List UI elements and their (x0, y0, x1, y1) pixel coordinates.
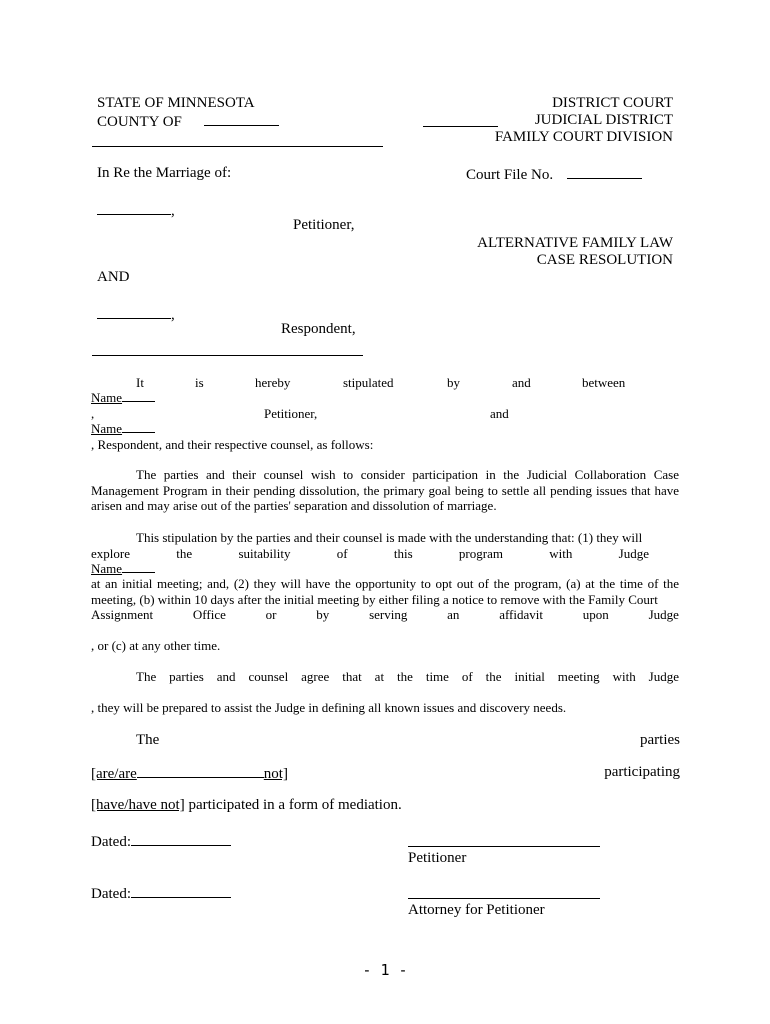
und-last-word-1: Assignment (91, 607, 154, 622)
respondent-name-line (97, 305, 175, 324)
signature-line-petitioner[interactable] (408, 846, 600, 847)
stip-and: and (490, 406, 509, 421)
caption-rule-bottom (92, 355, 363, 356)
und-word-1: explore (91, 546, 130, 561)
stip-closing: , Respondent, and their respective counsel, as follows: (91, 437, 374, 452)
und-word-7: with (549, 546, 573, 561)
status-selector[interactable] (91, 764, 288, 783)
und-word-8: Judge (618, 546, 649, 561)
stip-petitioner: Petitioner, (264, 406, 318, 421)
county-blank[interactable] (204, 112, 279, 126)
agree-line-2: , they will be prepared to assist the Judge in defining all known issues and discovery needs. (91, 700, 567, 715)
und-last-word-8: upon (582, 607, 609, 622)
doc-title-line2: CASE RESOLUTION (536, 252, 673, 268)
understanding-line-1: This stipulation by the parties and their counsel is made with the understanding that: (1) they will (136, 530, 643, 545)
understanding-tail: , or (c) at any other time. (91, 638, 221, 653)
stip-word-1: It (136, 375, 144, 390)
stip-name-1-blank (122, 390, 155, 402)
mediation-selector[interactable]: [have/have not] (91, 797, 185, 813)
dated-blank-1[interactable] (131, 832, 231, 846)
judge-name-text: Name (91, 561, 123, 576)
und-word-5: this (393, 546, 413, 561)
und-last-word-4: by (316, 607, 330, 622)
petitioner-name-line (97, 201, 175, 220)
stip-name-1[interactable] (91, 390, 155, 405)
understanding-line-3: at an initial meeting; and, (2) they will have the opportunity to opt out of the program, (a) at the time of the meeting, (b) within 10 days after the initial meeting by either filing a notice to remove with the Family Court (91, 576, 679, 607)
und-last-word-6: an (447, 607, 460, 622)
petitioner-comma: , (171, 203, 175, 219)
dated-label-2: Dated: (91, 886, 131, 902)
und-last-word-3: or (265, 607, 277, 622)
status-gap (137, 764, 264, 778)
collaboration-paragraph: The parties and their counsel wish to consider participation in the Judicial Collaboration Case Management Program in their pending dissolution, the primary goal being to settle all pending issues that have arisen and may arise out of the parties' separation and dissolution of marriage. (91, 467, 679, 514)
court-file-text: Court File No. (466, 167, 554, 183)
parties-the: The (136, 732, 160, 748)
mediation-rest: participated in a form of mediation. (184, 797, 402, 813)
and-label: AND (97, 269, 130, 285)
stip-word-3: hereby (255, 375, 291, 390)
und-word-6: program (458, 546, 503, 561)
und-last-word-9: Judge (648, 607, 679, 622)
status-participating: participating (604, 764, 680, 780)
und-last-word-5: serving (369, 607, 408, 622)
stip-name-2-text: Name (91, 421, 123, 436)
district-number-blank[interactable] (423, 112, 498, 127)
stip-word-5: by (447, 375, 460, 390)
dated-attorney (91, 884, 231, 903)
und-last-word-7: affidavit (499, 607, 543, 622)
stip-name-2-blank (122, 421, 155, 433)
respondent-label: Respondent, (281, 321, 356, 337)
signature-label-attorney: Attorney for Petitioner (408, 902, 545, 918)
parties-word: parties (640, 732, 680, 748)
petitioner-label: Petitioner, (293, 217, 355, 233)
stip-word-7: between (582, 375, 626, 390)
status-not: not] (263, 766, 288, 782)
status-are-are: [are/are (91, 766, 137, 782)
county-text: COUNTY OF (97, 114, 182, 130)
state-label: STATE OF MINNESOTA (97, 95, 255, 111)
understanding-line-last (91, 607, 679, 622)
respondent-name-blank[interactable] (97, 305, 171, 319)
mediation-line (91, 797, 402, 814)
dated-label-1: Dated: (91, 834, 131, 850)
und-last-word-2: Office (192, 607, 226, 622)
und-word-3: suitability (238, 546, 291, 561)
stip-word-2: is (195, 375, 204, 390)
stip-comma: , (91, 406, 95, 421)
signature-line-attorney[interactable] (408, 898, 600, 899)
doc-title-line1: ALTERNATIVE FAMILY LAW (477, 235, 673, 251)
court-file-blank[interactable] (567, 165, 642, 179)
signature-label-petitioner: Petitioner (408, 850, 467, 866)
page-number: - 1 - (362, 961, 408, 979)
petitioner-name-blank[interactable] (97, 201, 171, 215)
und-word-4: of (336, 546, 348, 561)
in-re-label: In Re the Marriage of: (97, 165, 232, 181)
stip-word-4: stipulated (343, 375, 394, 390)
understanding-line-2 (91, 546, 679, 561)
dated-petitioner (91, 832, 231, 851)
stip-word-6: and (512, 375, 531, 390)
stip-name-1-text: Name (91, 390, 123, 405)
court-file-label (466, 165, 642, 184)
dated-blank-2[interactable] (131, 884, 231, 898)
header-rule-left (92, 146, 383, 147)
respondent-comma: , (171, 307, 175, 323)
agree-line-1: The parties and counsel agree that at the time of the initial meeting with Judge (136, 669, 679, 684)
district-label: JUDICIAL DISTRICT (534, 112, 673, 128)
judge-name-blank (122, 561, 155, 573)
und-word-2: the (176, 546, 193, 561)
judge-name-field[interactable] (91, 561, 155, 576)
division-label: FAMILY COURT DIVISION (494, 129, 673, 145)
court-label: DISTRICT COURT (552, 95, 673, 111)
county-label (97, 112, 279, 131)
stip-name-2[interactable] (91, 421, 155, 436)
